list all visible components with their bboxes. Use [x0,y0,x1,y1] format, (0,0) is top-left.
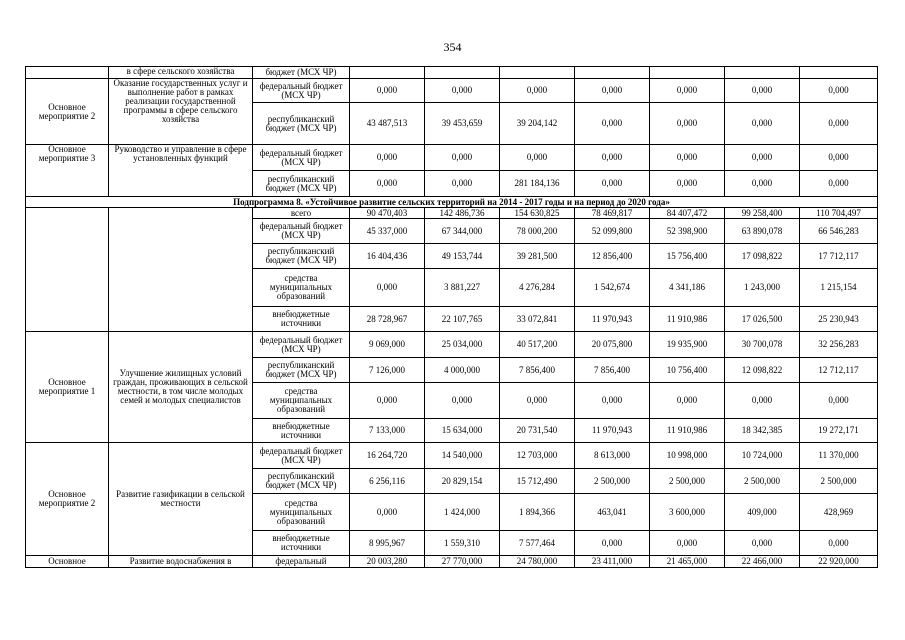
activity-name: Основное [26,556,109,568]
value-cell: 33 072,841 [500,307,575,332]
value-cell: 0,000 [725,531,800,556]
source-cell: бюджет (МСХ ЧР) [253,67,350,79]
value-cell: 0,000 [650,145,725,171]
value-cell: 30 700,078 [725,332,800,358]
value-cell: 8 613,000 [575,443,650,469]
value-cell: 0,000 [350,494,425,531]
source-cell: внебюджетные источники [253,531,350,556]
value-cell: 0,000 [425,79,500,103]
value-cell: 12 703,000 [500,443,575,469]
value-cell: 78 000,200 [500,219,575,244]
value-cell: 0,000 [650,103,725,145]
value-cell: 15 712,490 [500,469,575,494]
value-cell: 32 256,283 [800,332,878,358]
table-row [26,67,878,79]
value-cell: 20 829,154 [425,469,500,494]
value-cell: 0,000 [800,103,878,145]
value-cell: 409,000 [725,494,800,531]
value-cell: 25 034,000 [425,332,500,358]
empty-cell [650,67,725,79]
name-cell [26,67,109,79]
value-cell: 0,000 [725,79,800,103]
value-cell: 11 910,986 [650,419,725,443]
value-cell: 78 469,817 [575,208,650,219]
value-cell: 0,000 [650,171,725,197]
value-cell: 0,000 [650,531,725,556]
value-cell: 0,000 [350,171,425,197]
value-cell: 11 970,943 [575,419,650,443]
name-cell [26,208,109,332]
table-row [26,332,878,358]
description-cell: в сфере сельского хозяйства [109,67,253,79]
value-cell: 0,000 [350,79,425,103]
value-cell: 45 337,000 [350,219,425,244]
value-cell: 16 264,720 [350,443,425,469]
value-cell: 0,000 [800,531,878,556]
value-cell: 0,000 [725,103,800,145]
source-cell: республиканский бюджет (МСХ ЧР) [253,244,350,269]
table-row [26,556,878,568]
value-cell: 3 881,227 [425,269,500,307]
table-row [26,208,878,219]
value-cell: 0,000 [425,145,500,171]
value-cell: 7 126,000 [350,358,425,383]
source-cell: республиканский бюджет (МСХ ЧР) [253,358,350,383]
value-cell: 6 256,116 [350,469,425,494]
value-cell: 0,000 [350,383,425,419]
value-cell: 17 026,500 [725,307,800,332]
value-cell: 0,000 [650,383,725,419]
value-cell: 428,969 [800,494,878,531]
activity-description: Развитие газификации в сельской местности [109,443,253,556]
activity-description: Оказание государственных услуг и выполнение работ в рамках реализации государственной программы в сфере сельского хозяйства [109,79,253,145]
empty-cell [350,67,425,79]
value-cell: 0,000 [575,171,650,197]
value-cell: 0,000 [575,383,650,419]
source-cell: федеральный бюджет (МСХ ЧР) [253,145,350,171]
value-cell: 15 634,000 [425,419,500,443]
value-cell: 2 500,000 [800,469,878,494]
value-cell: 281 184,136 [500,171,575,197]
source-cell: федеральный бюджет (МСХ ЧР) [253,332,350,358]
value-cell: 4 341,186 [650,269,725,307]
value-cell: 8 995,967 [350,531,425,556]
value-cell: 1 215,154 [800,269,878,307]
source-cell: внебюджетные источники [253,419,350,443]
value-cell: 1 542,674 [575,269,650,307]
value-cell: 12 712,117 [800,358,878,383]
value-cell: 20 731,540 [500,419,575,443]
source-cell: средства муниципальных образований [253,494,350,531]
value-cell: 25 230,943 [800,307,878,332]
value-cell: 22 920,000 [800,556,878,568]
value-cell: 0,000 [500,79,575,103]
source-cell: федеральный бюджет (МСХ ЧР) [253,443,350,469]
source-cell: республиканский бюджет (МСХ ЧР) [253,103,350,145]
value-cell: 15 756,400 [650,244,725,269]
source-cell: средства муниципальных образований [253,383,350,419]
value-cell: 0,000 [800,145,878,171]
value-cell: 99 258,400 [725,208,800,219]
value-cell: 10 724,000 [725,443,800,469]
page-number: 354 [443,40,462,54]
value-cell: 67 344,000 [425,219,500,244]
value-cell: 12 098,822 [725,358,800,383]
table-row [26,79,878,103]
value-cell: 39 204,142 [500,103,575,145]
value-cell: 0,000 [425,383,500,419]
value-cell: 10 756,400 [650,358,725,383]
value-cell: 23 411,000 [575,556,650,568]
value-cell: 463,041 [575,494,650,531]
value-cell: 4 276,284 [500,269,575,307]
value-cell: 7 856,400 [575,358,650,383]
empty-cell [800,67,878,79]
value-cell: 11 970,943 [575,307,650,332]
value-cell: 22 466,000 [725,556,800,568]
table-row [26,443,878,469]
value-cell: 10 998,000 [650,443,725,469]
value-cell: 0,000 [800,383,878,419]
value-cell: 17 712,117 [800,244,878,269]
value-cell: 7 133,000 [350,419,425,443]
value-cell: 0,000 [350,269,425,307]
value-cell: 1 243,000 [725,269,800,307]
source-cell: республиканский бюджет (МСХ ЧР) [253,469,350,494]
value-cell: 17 098,822 [725,244,800,269]
value-cell: 0,000 [725,383,800,419]
value-cell: 154 630,825 [500,208,575,219]
value-cell: 19 272,171 [800,419,878,443]
source-cell: республиканский бюджет (МСХ ЧР) [253,171,350,197]
value-cell: 0,000 [350,145,425,171]
value-cell: 2 500,000 [650,469,725,494]
value-cell: 63 890,078 [725,219,800,244]
empty-cell [575,67,650,79]
table-body [26,67,878,568]
value-cell: 2 500,000 [575,469,650,494]
source-cell: всего [253,208,350,219]
value-cell: 3 600,000 [650,494,725,531]
activity-name: Основное мероприятие 1 [26,332,109,443]
value-cell: 0,000 [800,79,878,103]
source-cell: федеральный бюджет (МСХ ЧР) [253,79,350,103]
value-cell: 18 342,385 [725,419,800,443]
value-cell: 40 517,200 [500,332,575,358]
value-cell: 90 470,403 [350,208,425,219]
value-cell: 7 856,400 [500,358,575,383]
value-cell: 1 424,000 [425,494,500,531]
source-cell: внебюджетные источники [253,307,350,332]
empty-cell [425,67,500,79]
value-cell: 1 894,366 [500,494,575,531]
source-cell: федеральный [253,556,350,568]
source-cell: федеральный бюджет (МСХ ЧР) [253,219,350,244]
value-cell: 2 500,000 [725,469,800,494]
activity-name: Основное мероприятие 2 [26,79,109,145]
value-cell: 0,000 [500,145,575,171]
value-cell: 0,000 [575,531,650,556]
activity-description: Улучшение жилищных условий граждан, проживающих в сельской местности, в том числе молодых семей и молодых специалистов [109,332,253,443]
value-cell: 0,000 [650,79,725,103]
value-cell: 0,000 [575,145,650,171]
value-cell: 9 069,000 [350,332,425,358]
value-cell: 19 935,900 [650,332,725,358]
value-cell: 21 465,000 [650,556,725,568]
value-cell: 1 559,310 [425,531,500,556]
value-cell: 110 704,497 [800,208,878,219]
value-cell: 84 407,472 [650,208,725,219]
value-cell: 0,000 [800,171,878,197]
value-cell: 11 910,986 [650,307,725,332]
table-row [26,145,878,171]
value-cell: 52 099,800 [575,219,650,244]
source-cell: средства муниципальных образований [253,269,350,307]
value-cell: 24 780,000 [500,556,575,568]
value-cell: 0,000 [725,171,800,197]
value-cell: 12 856,400 [575,244,650,269]
value-cell: 52 398,900 [650,219,725,244]
value-cell: 20 075,800 [575,332,650,358]
description-cell [109,208,253,332]
table-row [26,197,878,208]
value-cell: 66 546,283 [800,219,878,244]
empty-cell [725,67,800,79]
value-cell: 39 281,500 [500,244,575,269]
value-cell: 7 577,464 [500,531,575,556]
value-cell: 39 453,659 [425,103,500,145]
value-cell: 16 404,436 [350,244,425,269]
value-cell: 0,000 [575,79,650,103]
value-cell: 142 486,736 [425,208,500,219]
value-cell: 49 153,744 [425,244,500,269]
value-cell: 0,000 [725,145,800,171]
value-cell: 43 487,513 [350,103,425,145]
value-cell: 14 540,000 [425,443,500,469]
value-cell: 22 107,765 [425,307,500,332]
value-cell: 27 770,000 [425,556,500,568]
value-cell: 0,000 [425,171,500,197]
subprogram-heading: Подпрограмма 8. «Устойчивое развитие сельских территорий на 2014 - 2017 годы и на период до 2020 года» [26,197,878,208]
value-cell: 0,000 [500,383,575,419]
value-cell: 11 370,000 [800,443,878,469]
activity-description: Развитие водоснабжения в [109,556,253,568]
empty-cell [500,67,575,79]
value-cell: 4 000,000 [425,358,500,383]
value-cell: 20 003,280 [350,556,425,568]
activity-name: Основное мероприятие 3 [26,145,109,197]
value-cell: 28 728,967 [350,307,425,332]
activity-name: Основное мероприятие 2 [26,443,109,556]
budget-table [25,66,878,568]
value-cell: 0,000 [575,103,650,145]
activity-description: Руководство и управление в сфере установленных функций [109,145,253,197]
